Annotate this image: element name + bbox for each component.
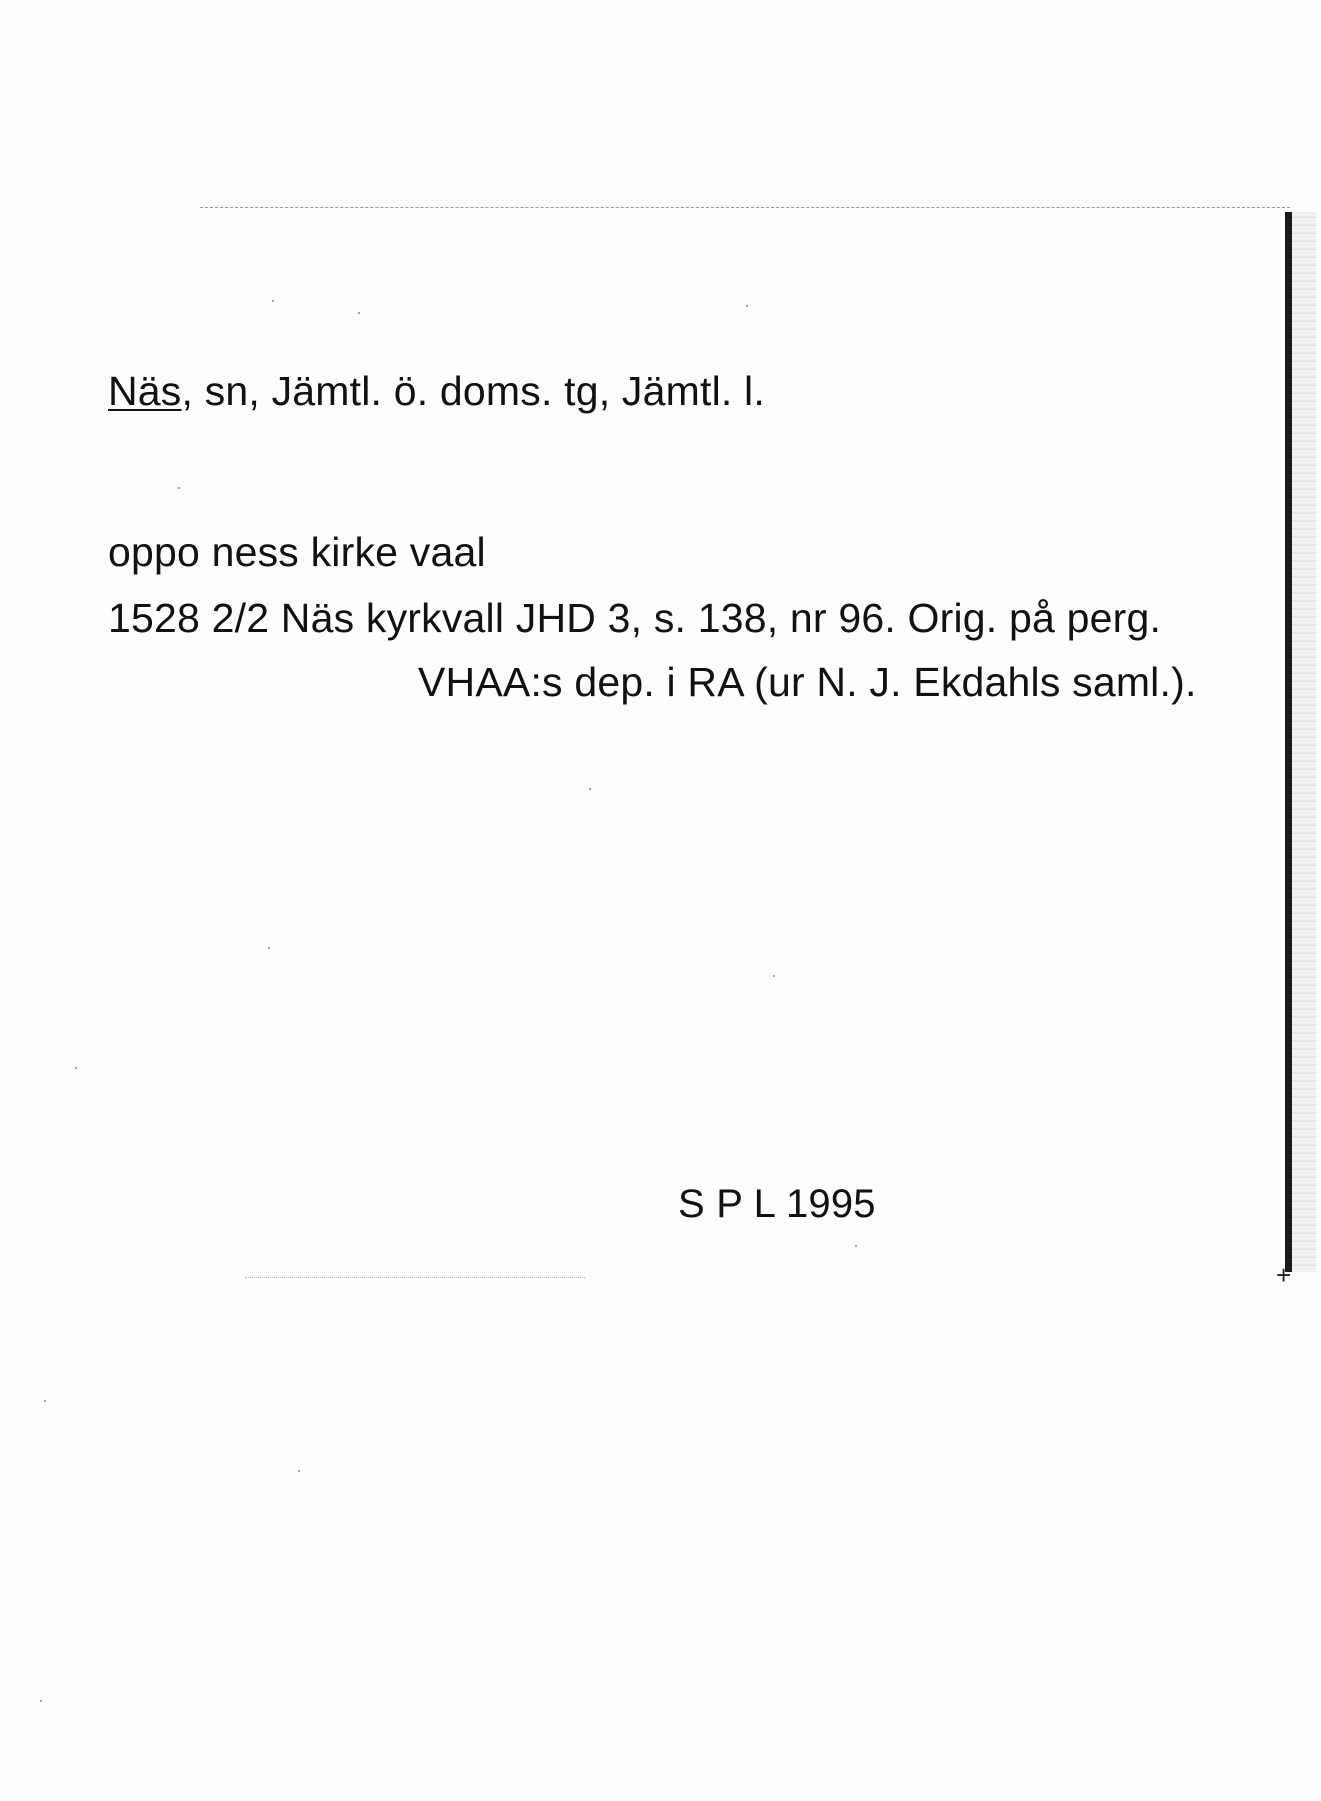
signature: S P L 1995: [678, 1182, 876, 1226]
scan-speck: [44, 1400, 46, 1402]
citation-line-2: VHAA:s dep. i RA (ur N. J. Ekdahls saml.).: [418, 659, 1197, 705]
card-top-edge: [200, 207, 1290, 208]
heading-details: , sn, Jämtl. ö. doms. tg, Jämtl. l.: [181, 368, 765, 414]
citation-line-1: 1528 2/2 Näs kyrkvall JHD 3, s. 138, nr 96. Orig. på perg.: [108, 595, 1162, 641]
scan-speck: [358, 312, 360, 314]
scan-speck: [75, 1067, 77, 1069]
form-line: oppo ness kirke vaal: [108, 529, 486, 575]
corner-mark: +: [1276, 1260, 1292, 1290]
scan-speck: [773, 975, 775, 977]
heading-line: [108, 367, 765, 415]
scan-speck: [178, 487, 180, 489]
scan-speck: [40, 1700, 42, 1702]
card-right-edge: [1285, 212, 1292, 1272]
scan-speck: [589, 788, 591, 790]
scan-speck: [272, 300, 274, 302]
scan-speck: [746, 305, 748, 307]
scan-speck: [268, 947, 270, 949]
scan-speck: [855, 1245, 857, 1247]
place-name: Näs: [108, 368, 182, 414]
card-right-shadow: [1292, 212, 1316, 1272]
scan-speck: [298, 1470, 300, 1472]
card-bottom-edge: [245, 1277, 585, 1278]
